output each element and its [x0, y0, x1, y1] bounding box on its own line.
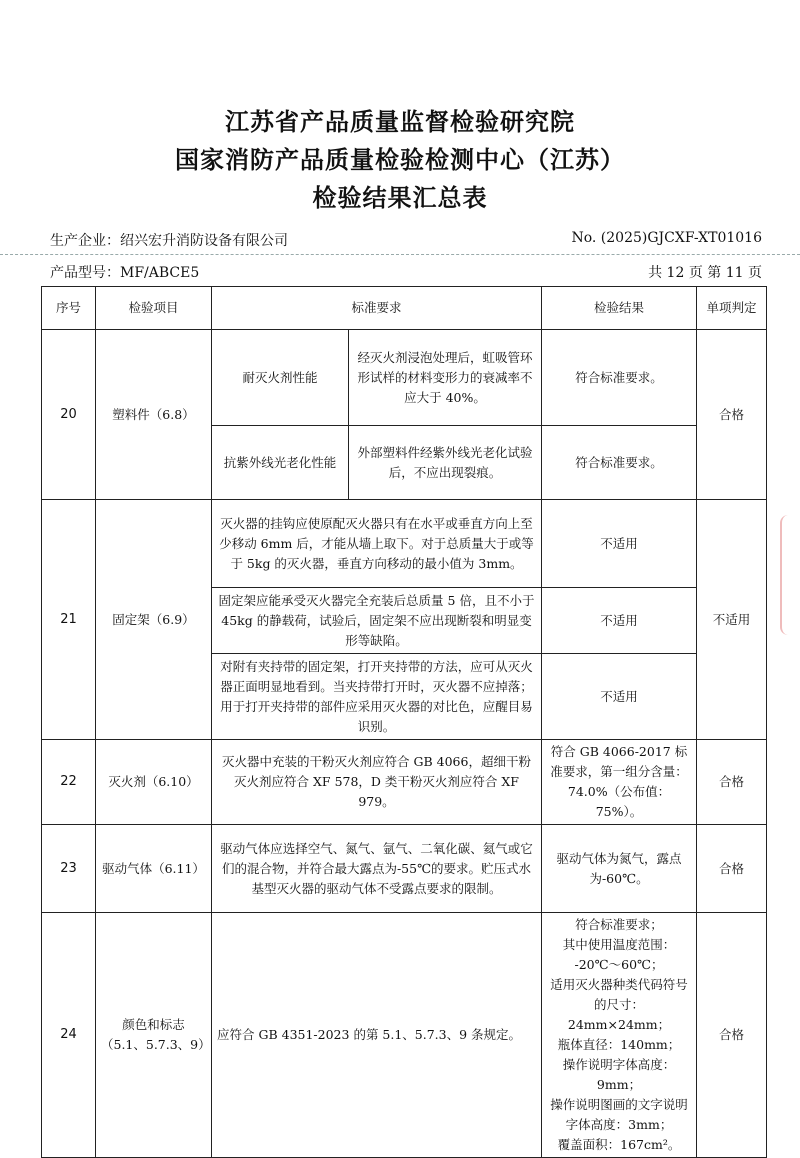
- result-text: 符合 GB 4066-2017 标准要求，第一组分含量：74.0%（公布值：75%）。: [542, 740, 697, 825]
- table-row: [42, 740, 767, 825]
- sub-item-name: 耐灭火剂性能: [212, 330, 349, 426]
- requirement-text: 固定架应能承受灭火器完全充装后总质量 5 倍，且不小于 45kg 的静载荷，试验后，固定架不应出现断裂和明显变形等缺陷。: [212, 588, 542, 654]
- model-field: 产品型号：MF/ABCE5: [50, 265, 200, 281]
- verdict-text: 合格: [697, 740, 767, 825]
- table-row: [42, 330, 767, 426]
- result-line: 其中使用温度范围：: [562, 937, 676, 952]
- result-line: 瓶体直径：140mm；: [557, 1037, 681, 1052]
- results-table: [41, 286, 767, 1158]
- requirement-text: 应符合 GB 4351-2023 的第 5.1、5.7.3、9 条规定。: [212, 913, 542, 1158]
- institute-name: 江苏省产品质量监督检验研究院: [225, 107, 575, 136]
- divider: [0, 254, 800, 255]
- requirement-text: 外部塑料件经紫外线光老化试验后，不应出现裂痕。: [349, 426, 542, 500]
- sub-item-name: 抗紫外线光老化性能: [212, 426, 349, 500]
- result-line: 适用灭火器种类代码符号的尺寸：24mm×24mm；: [550, 977, 688, 1032]
- seal-stamp-edge: [780, 515, 800, 635]
- document-header: [0, 103, 800, 217]
- row-item: 驱动气体（6.11）: [96, 825, 212, 913]
- result-text: 不适用: [542, 588, 697, 654]
- report-number: No. (2025)GJCXF-XT01016: [571, 230, 762, 246]
- table-header-row: [42, 287, 767, 330]
- center-name: 国家消防产品质量检验检测中心（江苏）: [175, 145, 625, 174]
- row-number: 21: [42, 500, 96, 740]
- col-header-result: 检验结果: [542, 287, 697, 330]
- verdict-text: 不适用: [697, 500, 767, 740]
- row-number: 24: [42, 913, 96, 1158]
- result-line: 操作说明字体高度：9mm；: [562, 1057, 676, 1092]
- result-text: 符合标准要求。: [542, 330, 697, 426]
- result-text: 不适用: [542, 654, 697, 740]
- result-text: 不适用: [542, 500, 697, 588]
- row-item: 灭火剂（6.10）: [96, 740, 212, 825]
- col-header-standard: 标准要求: [212, 287, 542, 330]
- requirement-text: 灭火器的挂钩应使原配灭火器只有在水平或垂直方向上至少移动 6mm 后，才能从墙上取下。对于总质量大于或等于 5kg 的灭火器，垂直方向移动的最小值为 3mm。: [212, 500, 542, 588]
- page-title: 检验结果汇总表: [312, 183, 488, 212]
- row-number: 23: [42, 825, 96, 913]
- row-item: 固定架（6.9）: [96, 500, 212, 740]
- page-counter: 共 12 页 第 11 页: [648, 265, 762, 281]
- table-row: [42, 825, 767, 913]
- row-item: 颜色和标志（5.1、5.7.3、9）: [96, 913, 212, 1158]
- result-line: 符合标准要求；: [575, 917, 663, 932]
- company-field: 生产企业：绍兴宏升消防设备有限公司: [50, 233, 288, 249]
- result-text: 驱动气体为氮气，露点为-60℃。: [542, 825, 697, 913]
- verdict-text: 合格: [697, 330, 767, 500]
- row-number: 20: [42, 330, 96, 500]
- row-item: 塑料件（6.8）: [96, 330, 212, 500]
- row-number: 22: [42, 740, 96, 825]
- result-line: 覆盖面积：167cm²。: [557, 1137, 681, 1152]
- requirement-text: 对附有夹持带的固定架，打开夹持带的方法，应可从灭火器正面明显地看到。当夹持带打开时，灭火器不应掉落；用于打开夹持带的部件应采用灭火器的对比色，应醒目易识别。: [212, 654, 542, 740]
- requirement-text: 驱动气体应选择空气、氮气、氩气、二氧化碳、氦气或它们的混合物，并符合最大露点为-55℃的要求。贮压式水基型灭火器的驱动气体不受露点要求的限制。: [212, 825, 542, 913]
- result-line: 操作说明图画的文字说明字体高度：3mm；: [550, 1097, 688, 1132]
- result-text: 符合标准要求。: [542, 426, 697, 500]
- col-header-verdict: 单项判定: [697, 287, 767, 330]
- table-row: [42, 913, 767, 1158]
- result-text: [542, 913, 697, 1158]
- verdict-text: 合格: [697, 913, 767, 1158]
- verdict-text: 合格: [697, 825, 767, 913]
- result-line: -20℃～60℃；: [574, 957, 664, 972]
- col-header-item: 检验项目: [96, 287, 212, 330]
- col-header-no: 序号: [42, 287, 96, 330]
- requirement-text: 经灭火剂浸泡处理后，虹吸管环形试样的材料变形力的衰减率不应大于 40%。: [349, 330, 542, 426]
- table-row: [42, 500, 767, 588]
- requirement-text: 灭火器中充装的干粉灭火剂应符合 GB 4066，超细干粉灭火剂应符合 XF 578，D 类干粉灭火剂应符合 XF 979。: [212, 740, 542, 825]
